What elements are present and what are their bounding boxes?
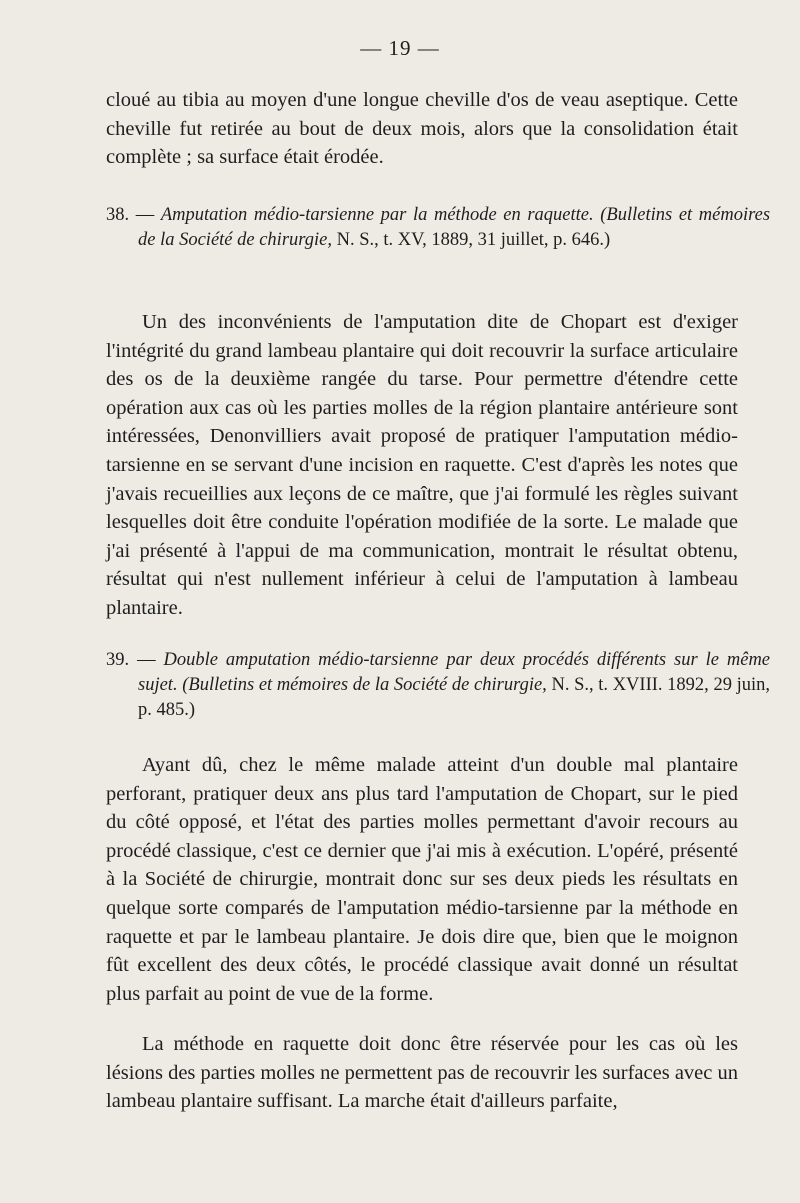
- entry-citation: N. S., t. XVIII. 1892, 29 juin, p. 485.): [138, 675, 771, 720]
- page-number: — 19 —: [360, 36, 440, 60]
- paragraph-continuation: cloué au tibia au moyen d'une longue cheville d'os de veau aseptique. Cette cheville fut retirée au bout de deux mois, alors que la consolidation était complète ; sa surface était érodée.: [106, 89, 738, 169]
- entry-title: Amputation médio-tarsienne par la méthode en raquette.: [160, 205, 594, 225]
- bibliography-entry-39: [106, 648, 770, 723]
- entry-number: 38. —: [106, 205, 155, 225]
- paragraph: Un des inconvénients de l'amputation dite de Chopart est d'exiger l'intégrité du grand lambeau plantaire qui doit recouvrir la surface articulaire des os de la deuxième rangée du tarse. Pour permettre d'étendre cette opération aux cas où les parties molles de la région plantaire antérieure sont intéressées, Denonvilliers avait proposé de pratiquer l'amputation médio-tarsienne en se servant d'une incision en raquette. C'est d'après les notes que j'avais recueillies aux leçons de ce maître, que j'ai formulé les règles suivant lesquelles doit être conduite l'opération modifiée de la sorte. Le malade que j'ai présenté à l'appui de ma communication, montrait le résultat obtenu, résultat qui n'est nullement inférieur à celui de l'amputation à lambeau plantaire.: [106, 311, 738, 619]
- entry-number: 39. —: [106, 650, 156, 670]
- entry-citation: N. S., t. XV, 1889, 31 juillet, p. 646.): [336, 230, 611, 250]
- entry-source: (Bulletins et mémoires de la Société de chirurgie,: [138, 205, 771, 250]
- entry-title: Double amputation médio-tarsienne par deux procédés différents sur le même sujet.: [138, 650, 771, 695]
- entry-source: (Bulletins et mémoires de la Société de chirurgie,: [182, 675, 547, 695]
- bibliography-entry-38: [106, 203, 770, 253]
- paragraph: La méthode en raquette doit donc être réservée pour les cas où les lésions des parties molles ne permettent pas de recouvrir les surfaces avec un lambeau plantaire suffisant. La marche était d'ailleurs parfaite,: [106, 1033, 738, 1113]
- paragraph: Ayant dû, chez le même malade atteint d'un double mal plantaire perforant, pratiquer deux ans plus tard l'amputation de Chopart, sur le pied du côté opposé, et l'état des parties molles permettant d'avoir recours au procédé classique, c'est ce dernier que j'ai mis à exécution. L'opéré, présenté à la Société de chirurgie, montrait donc sur ses deux pieds les résultats en quelque sorte comparés de l'amputation médio-tarsienne par la méthode en raquette et par le lambeau plantaire. Je dois dire que, bien que le moignon fût excellent des deux côtés, le procédé classique avait donné un résultat plus parfait au point de vue de la forme.: [106, 754, 738, 1005]
